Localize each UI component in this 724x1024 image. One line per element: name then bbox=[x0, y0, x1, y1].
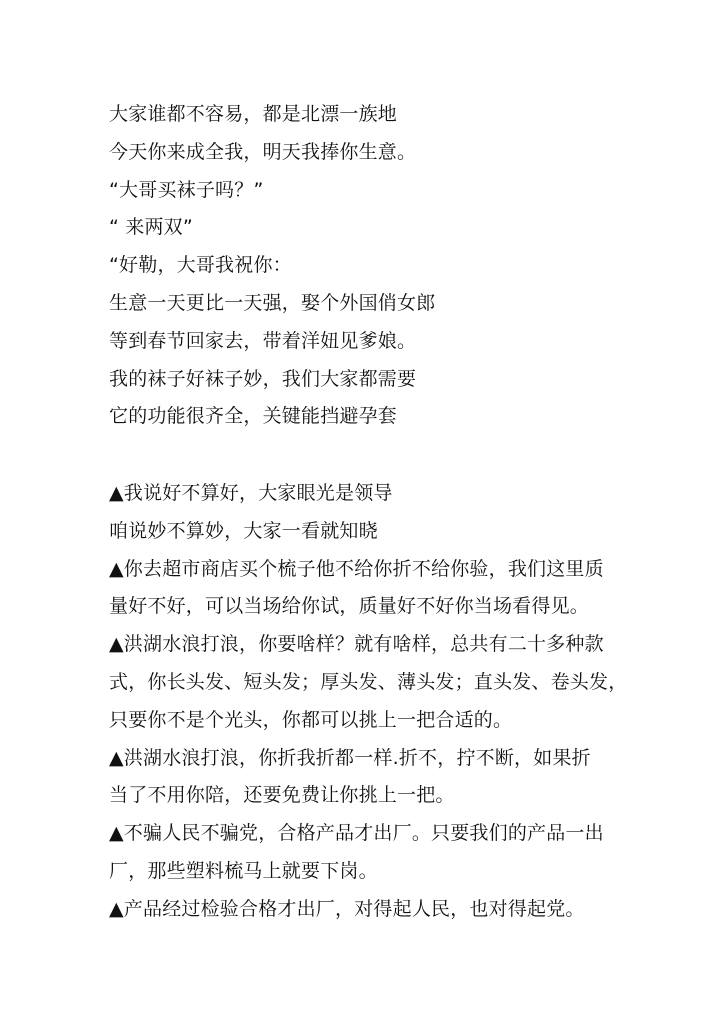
paragraph bbox=[109, 513, 623, 551]
paragraph-line: 厂，那些塑料梳马上就要下岗。 bbox=[109, 859, 378, 882]
paragraph bbox=[109, 475, 623, 513]
verse-line: “大哥买袜子吗？” bbox=[109, 178, 264, 201]
verse-line: “好勒，大哥我祝你： bbox=[109, 254, 292, 277]
verse-line: 大家谁都不容易，都是北漂一族地 bbox=[109, 103, 398, 125]
verse-line: 今天你来成全我，明天我捧你生意。 bbox=[109, 140, 417, 163]
paragraph-line: 只要你不是个光头，你都可以挑上一把合适的。 bbox=[109, 708, 513, 731]
paragraph-line: ▲你去超市商店买个梳子他不给你折不给你验，我们这里质 bbox=[109, 557, 604, 580]
verse-line: 等到春节回家去，带着洋妞见爹娘。 bbox=[109, 329, 417, 352]
verse-line: 它的功能很齐全，关键能挡避孕套 bbox=[109, 405, 398, 428]
paragraph bbox=[109, 891, 623, 929]
paragraph-line: 式，你长头发、短头发；厚头发、薄头发；直头发、卷头发， bbox=[109, 670, 628, 693]
paragraph-line: 咱说妙不算妙，大家一看就知晓 bbox=[109, 519, 378, 542]
paragraph-line: ▲不骗人民不骗党，合格产品才出厂。只要我们的产品一出 bbox=[109, 822, 604, 845]
paragraph bbox=[109, 740, 623, 816]
paragraph-line: ▲洪湖水浪打浪，你折我折都一样.折不，拧不断，如果折 bbox=[109, 746, 591, 769]
paragraph-line: 量好不好，可以当场给你试，质量好不好你当场看得见。 bbox=[109, 595, 590, 618]
paragraph-line: ▲洪湖水浪打浪，你要啥样？就有啥样，总共有二十多种款 bbox=[109, 633, 604, 656]
verse-line: 生意一天更比一天强，娶个外国俏女郎 bbox=[109, 291, 436, 314]
paragraph bbox=[109, 551, 623, 627]
paragraph-line: ▲我说好不算好，大家眼光是领导 bbox=[109, 482, 393, 504]
paragraph bbox=[109, 626, 628, 739]
paragraph bbox=[109, 815, 623, 891]
verse-block bbox=[109, 96, 623, 436]
paragraph-line: ▲产品经过检验合格才出厂，对得起人民，也对得起党。 bbox=[109, 897, 585, 920]
verse-line: “ 来两双” bbox=[109, 216, 193, 239]
paragraph-line: 当了不用你陪，还要免费让你挑上一把。 bbox=[109, 784, 455, 807]
prose-block bbox=[109, 475, 628, 929]
verse-line: 我的袜子好袜子妙，我们大家都需要 bbox=[109, 367, 417, 390]
